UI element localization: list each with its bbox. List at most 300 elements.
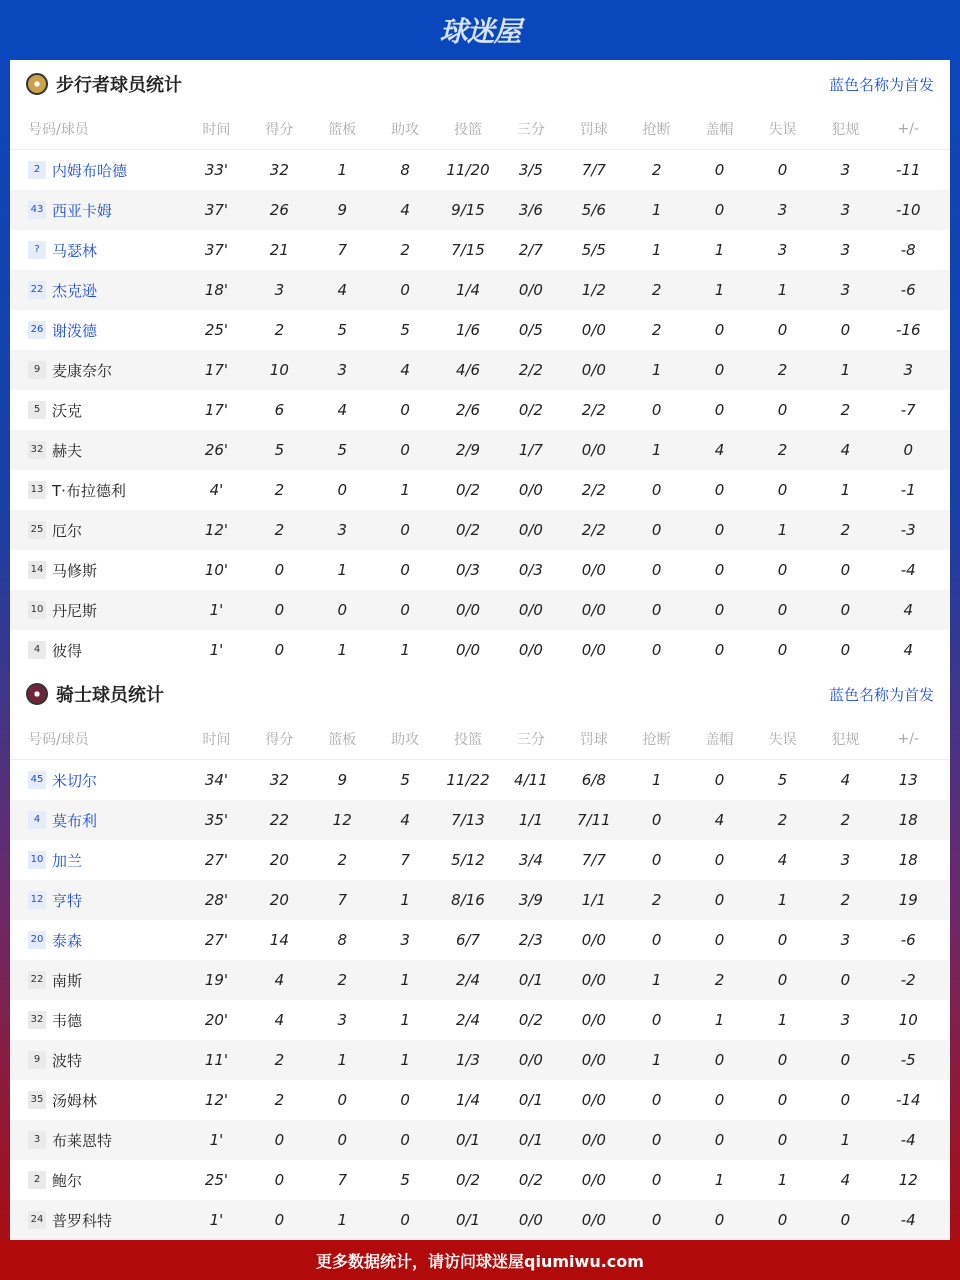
stat-cell: 0/0 [581, 321, 606, 339]
table-header [10, 718, 950, 760]
table-row[interactable] [10, 880, 950, 920]
column-header: 三分 [516, 731, 545, 748]
stat-cell: 25' [204, 321, 229, 339]
table-row[interactable] [10, 510, 950, 550]
stat-cell: -6 [900, 931, 916, 949]
player-name[interactable]: 彼得 [52, 641, 83, 660]
stat-cell: 0/0 [581, 1171, 606, 1189]
table-row[interactable] [10, 550, 950, 590]
column-header: 罚球 [579, 731, 608, 748]
table-row[interactable] [10, 1000, 950, 1040]
stat-cell: 1/3 [455, 1051, 481, 1069]
stat-cell: 0 [274, 561, 285, 579]
stat-cell: -11 [895, 161, 921, 179]
stat-cell: 34' [204, 771, 229, 789]
column-header: 盖帽 [705, 121, 734, 138]
stat-cell: 19 [898, 891, 918, 909]
player-name[interactable]: 内姆布哈德 [52, 161, 128, 180]
table-row[interactable] [10, 1080, 950, 1120]
stat-cell: -7 [900, 401, 916, 419]
player-name[interactable]: 赫夫 [52, 441, 83, 460]
stat-cell: 0 [274, 641, 285, 659]
jersey-number: 4 [28, 641, 46, 659]
stat-cell: 0 [840, 321, 851, 339]
column-header: 助攻 [391, 121, 420, 138]
table-row[interactable] [10, 630, 950, 670]
stat-cell: 2 [777, 811, 788, 829]
stat-cell: 0/0 [581, 441, 606, 459]
stat-cell: 2 [274, 321, 285, 339]
stat-cell: 1 [714, 281, 725, 299]
table-row[interactable] [10, 1040, 950, 1080]
table-row[interactable] [10, 390, 950, 430]
stat-cell: 0/0 [518, 1211, 543, 1229]
stat-cell: 11/20 [446, 161, 490, 179]
stat-cell: 2/4 [455, 971, 481, 989]
stat-cell: 2 [651, 161, 662, 179]
stat-cell: 37' [204, 201, 229, 219]
stat-cell: 2/2 [581, 401, 606, 419]
stat-cell: 3 [903, 361, 914, 379]
stat-cell: 18 [898, 851, 918, 869]
stat-cell: 4/11 [514, 771, 548, 789]
stat-cell: 0 [714, 1091, 725, 1109]
stat-cell: 2 [840, 521, 851, 539]
player-name[interactable]: 丹尼斯 [52, 601, 98, 620]
stat-cell: 3 [840, 161, 851, 179]
stat-cell: 0 [714, 1211, 725, 1229]
stat-cell: 0 [651, 481, 662, 499]
column-header: +/- [897, 730, 919, 747]
stat-cell: 4 [400, 201, 410, 219]
stat-cell: 0/0 [581, 1211, 606, 1229]
jersey-number: 10 [28, 851, 46, 869]
stat-cell: 0/0 [581, 361, 606, 379]
stat-cell: 27' [204, 851, 229, 869]
stat-cell: 1 [651, 971, 662, 989]
table-row[interactable] [10, 350, 950, 390]
stat-cell: 1 [337, 161, 347, 179]
column-header: 犯规 [831, 731, 860, 748]
player-name[interactable]: 西亚卡姆 [52, 201, 113, 220]
stat-cell: 0 [337, 1091, 347, 1109]
player-name[interactable]: 马瑟林 [52, 241, 98, 260]
stat-cell: 0 [777, 481, 788, 499]
stat-cell: 0 [777, 1211, 788, 1229]
jersey-number: 2 [28, 161, 46, 179]
stat-cell: -2 [900, 971, 916, 989]
stat-cell: 0 [840, 971, 851, 989]
stat-cell: 1 [337, 1051, 347, 1069]
stat-cell: 0/2 [455, 481, 481, 499]
stat-cell: 1' [209, 601, 224, 619]
stat-cell: 0 [714, 161, 725, 179]
table-row[interactable] [10, 1120, 950, 1160]
stat-cell: 3/4 [518, 851, 543, 869]
stat-cell: -5 [900, 1051, 916, 1069]
stat-cell: 2 [337, 971, 347, 989]
player-name[interactable]: 亨特 [52, 891, 83, 910]
stat-cell: 2/9 [455, 441, 481, 459]
stat-cell: 0 [651, 521, 662, 539]
table-row[interactable] [10, 270, 950, 310]
jersey-number: 32 [28, 441, 46, 459]
table-row[interactable] [10, 840, 950, 880]
jersey-number: 24 [28, 1211, 46, 1229]
section-header [10, 60, 950, 108]
stat-cell: 13 [898, 771, 918, 789]
stat-cell: 0 [337, 601, 347, 619]
stat-cell: 4 [714, 441, 725, 459]
table-row[interactable] [10, 960, 950, 1000]
stat-cell: 2/7 [518, 241, 543, 259]
stat-cell: 7/7 [581, 851, 606, 869]
stat-cell: 2/2 [581, 481, 606, 499]
stat-cell: 11/22 [446, 771, 490, 789]
stat-cell: 0 [400, 521, 410, 539]
table-header [10, 108, 950, 150]
stat-cell: 4 [400, 361, 410, 379]
stat-cell: 22 [269, 811, 289, 829]
stat-cell: 10' [204, 561, 229, 579]
jersey-number: 45 [28, 771, 46, 789]
player-name[interactable]: 谢泼德 [52, 321, 98, 340]
table-row[interactable] [10, 230, 950, 270]
stat-cell: 0 [777, 931, 788, 949]
stat-cell: 4' [209, 481, 224, 499]
stat-cell: 1 [651, 361, 662, 379]
stat-cell: 6/7 [455, 931, 481, 949]
stat-cell: 1 [777, 281, 788, 299]
stat-cell: 7 [400, 851, 410, 869]
stat-cell: 8 [337, 931, 347, 949]
stat-cell: 5 [400, 1171, 410, 1189]
starter-note: 蓝色名称为首发 [828, 75, 934, 94]
stat-cell: -3 [900, 521, 916, 539]
stat-cell: 0 [651, 1211, 662, 1229]
stat-cell: 0 [400, 441, 410, 459]
stat-cell: 2 [651, 281, 662, 299]
stat-cell: 32 [269, 771, 289, 789]
stat-cell: 1/1 [581, 891, 606, 909]
stat-cell: 2 [840, 891, 851, 909]
column-header: 罚球 [579, 121, 608, 138]
jersey-number: 25 [28, 521, 46, 539]
stat-cell: 0/2 [518, 1171, 543, 1189]
stat-cell: 0/2 [455, 521, 481, 539]
stat-cell: 1 [651, 201, 662, 219]
stat-cell: 2/4 [455, 1011, 481, 1029]
stat-cell: 10 [269, 361, 289, 379]
stat-cell: 26 [269, 201, 289, 219]
stat-cell: 0 [651, 851, 662, 869]
stat-cell: 17' [204, 361, 229, 379]
jersey-number: 2 [28, 1171, 46, 1189]
stat-cell: 12 [332, 811, 352, 829]
stat-cell: 1/7 [518, 441, 543, 459]
stat-cell: 7 [337, 891, 347, 909]
stat-cell: 1 [714, 1011, 725, 1029]
stat-cell: 6 [274, 401, 285, 419]
stat-cell: 3 [337, 1011, 347, 1029]
stat-cell: 5/12 [451, 851, 485, 869]
column-header: 时间 [202, 121, 231, 138]
stat-cell: 1 [400, 481, 410, 499]
stat-cell: 0/0 [581, 641, 606, 659]
stat-cell: 1' [209, 1131, 224, 1149]
pacers-logo-icon [26, 73, 48, 95]
stat-cell: 3/6 [518, 201, 543, 219]
jersey-number: 43 [28, 201, 46, 219]
stat-cell: 1 [337, 641, 347, 659]
player-name[interactable]: 加兰 [52, 851, 83, 870]
stat-cell: -1 [900, 481, 916, 499]
stat-cell: 0 [714, 771, 725, 789]
stat-cell: 0/1 [518, 971, 543, 989]
table-row[interactable] [10, 430, 950, 470]
table-row[interactable] [10, 760, 950, 800]
stat-cell: 5 [274, 441, 285, 459]
stat-cell: 0 [714, 1131, 725, 1149]
stat-cell: 0 [274, 1171, 285, 1189]
column-header: 失误 [768, 121, 797, 138]
stat-cell: 0 [777, 1091, 788, 1109]
stat-cell: 0/0 [518, 481, 543, 499]
jersey-number: 20 [28, 931, 46, 949]
table-row[interactable] [10, 190, 950, 230]
stat-cell: 20 [269, 891, 289, 909]
stat-cell: 25' [204, 1171, 229, 1189]
stat-cell: 0 [651, 1131, 662, 1149]
stat-cell: 0 [651, 931, 662, 949]
stat-cell: 0/3 [455, 561, 481, 579]
jersey-number: 13 [28, 481, 46, 499]
column-header: 犯规 [831, 121, 860, 138]
stat-cell: -8 [900, 241, 916, 259]
jersey-number: 10 [28, 601, 46, 619]
stat-cell: 7/15 [451, 241, 485, 259]
stat-cell: 10 [898, 1011, 918, 1029]
stat-cell: 0 [274, 1211, 285, 1229]
table-row[interactable] [10, 310, 950, 350]
jersey-number: 32 [28, 1011, 46, 1029]
stat-cell: 0 [714, 931, 725, 949]
player-name[interactable]: 鲍尔 [52, 1171, 83, 1190]
column-header: 失误 [768, 731, 797, 748]
stat-cell: 2 [714, 971, 725, 989]
stat-cell: 0 [651, 401, 662, 419]
stat-cell: -10 [895, 201, 921, 219]
stat-cell: 0 [840, 601, 851, 619]
column-header: 篮板 [328, 121, 357, 138]
stat-cell: 1 [840, 481, 851, 499]
stat-cell: 26' [204, 441, 229, 459]
stat-cell: 0 [714, 321, 725, 339]
stat-cell: 0 [840, 1051, 851, 1069]
stat-cell: 1/1 [518, 811, 543, 829]
stat-cell: 2 [400, 241, 410, 259]
player-name[interactable]: 厄尔 [52, 521, 83, 540]
table-row[interactable] [10, 470, 950, 510]
jersey-number: 9 [28, 361, 46, 379]
footer-banner[interactable]: 更多数据统计，请访问球迷屋qiumiwu.com [0, 1240, 960, 1280]
player-name[interactable]: 布莱恩特 [52, 1131, 113, 1150]
cavaliers-logo-icon [26, 683, 48, 705]
stat-cell: 0/1 [455, 1131, 481, 1149]
stat-cell: 33' [204, 161, 229, 179]
stat-cell: 1/4 [455, 281, 481, 299]
stat-cell: 0 [337, 481, 347, 499]
stat-cell: 0 [651, 601, 662, 619]
column-header: 时间 [202, 731, 231, 748]
stat-cell: 1 [714, 1171, 725, 1189]
stat-cell: 7/13 [451, 811, 485, 829]
stat-cell: 0 [777, 1131, 788, 1149]
stat-cell: 1 [337, 1211, 347, 1229]
stat-cell: 4/6 [455, 361, 481, 379]
jersey-number: 14 [28, 561, 46, 579]
stat-cell: 9/15 [451, 201, 485, 219]
stat-cell: 18' [204, 281, 229, 299]
player-name[interactable]: 莫布利 [52, 811, 98, 830]
stat-cell: 0 [651, 1091, 662, 1109]
stat-cell: 0 [777, 401, 788, 419]
table-row[interactable] [10, 150, 950, 190]
table-row[interactable] [10, 920, 950, 960]
stat-cell: 3 [777, 241, 788, 259]
stat-cell: 0 [840, 1091, 851, 1109]
stat-cell: 0/2 [518, 1011, 543, 1029]
stat-cell: -14 [895, 1091, 921, 1109]
stat-cell: 5 [400, 321, 410, 339]
stat-cell: -6 [900, 281, 916, 299]
stat-cell: 0 [651, 561, 662, 579]
stat-cell: 0 [651, 641, 662, 659]
stat-cell: 0 [777, 971, 788, 989]
stat-cell: 0 [400, 1131, 410, 1149]
jersey-number: 22 [28, 971, 46, 989]
stat-cell: 1/2 [581, 281, 606, 299]
stat-cell: 2/3 [518, 931, 543, 949]
stat-cell: 0/0 [518, 1051, 543, 1069]
column-header: 三分 [516, 121, 545, 138]
stat-cell: 12' [204, 521, 229, 539]
stat-cell: 2 [337, 851, 347, 869]
stat-cell: 0/0 [581, 931, 606, 949]
stat-cell: 20' [204, 1011, 229, 1029]
player-name[interactable]: 米切尔 [52, 771, 98, 790]
section-title: 骑士球员统计 [56, 685, 164, 706]
stat-cell: 4 [840, 771, 851, 789]
stat-cell: 5 [400, 771, 410, 789]
stat-cell: 4 [840, 441, 851, 459]
column-header: +/- [897, 120, 919, 137]
stat-cell: 3 [337, 521, 347, 539]
stat-cell: 0 [714, 481, 725, 499]
stat-cell: 3 [840, 201, 851, 219]
stat-cell: 0/0 [518, 521, 543, 539]
stat-cell: 0 [714, 1051, 725, 1069]
player-name[interactable]: 韦德 [52, 1011, 83, 1030]
player-name[interactable]: 汤姆林 [52, 1091, 98, 1110]
stat-cell: 0/0 [581, 1131, 606, 1149]
stats-card [10, 60, 950, 1240]
table-row[interactable] [10, 800, 950, 840]
stat-cell: 7/7 [581, 161, 606, 179]
player-name[interactable]: T·布拉德利 [52, 481, 126, 500]
stat-cell: 4 [337, 401, 347, 419]
stat-cell: 28' [204, 891, 229, 909]
stat-cell: 0 [400, 1211, 410, 1229]
column-header: 助攻 [391, 731, 420, 748]
stat-cell: 11' [204, 1051, 229, 1069]
stat-cell: 1' [209, 641, 224, 659]
stat-cell: 5/5 [581, 241, 606, 259]
player-name[interactable]: 南斯 [52, 971, 83, 990]
stat-cell: 4 [337, 281, 347, 299]
stat-cell: 0/2 [518, 401, 543, 419]
stat-cell: 0 [714, 891, 725, 909]
table-row[interactable] [10, 590, 950, 630]
stat-cell: 0 [400, 401, 410, 419]
player-name[interactable]: 沃克 [52, 401, 83, 420]
stat-cell: 0/0 [518, 281, 543, 299]
stat-cell: 9 [337, 771, 347, 789]
player-name[interactable]: 马修斯 [52, 561, 98, 580]
stat-cell: 4 [400, 811, 410, 829]
stat-cell: 0 [337, 1131, 347, 1149]
stat-cell: 0/3 [518, 561, 543, 579]
column-header: 投篮 [454, 731, 482, 748]
stat-cell: 32 [269, 161, 289, 179]
stat-cell: 7 [337, 241, 347, 259]
stat-cell: 0 [714, 561, 725, 579]
stat-cell: 1 [400, 891, 410, 909]
stat-cell: 0 [840, 561, 851, 579]
column-header: 得分 [265, 731, 294, 748]
stat-cell: 0 [714, 201, 725, 219]
player-name[interactable]: 杰克逊 [52, 281, 98, 300]
player-name[interactable]: 波特 [52, 1051, 83, 1070]
jersey-number: 5 [28, 401, 46, 419]
stat-cell: 1 [651, 441, 662, 459]
stat-cell: 4 [840, 1171, 851, 1189]
stat-cell: 8/16 [451, 891, 485, 909]
player-name[interactable]: 麦康奈尔 [52, 361, 113, 380]
stat-cell: 0 [777, 561, 788, 579]
stat-cell: 2 [274, 521, 285, 539]
stat-cell: 18 [898, 811, 918, 829]
stat-cell: 1 [651, 241, 662, 259]
table-row[interactable] [10, 1160, 950, 1200]
stat-cell: 0/1 [518, 1091, 543, 1109]
stat-cell: 9 [337, 201, 347, 219]
stat-cell: 14 [269, 931, 289, 949]
jersey-number: 9 [28, 1051, 46, 1069]
player-name[interactable]: 泰森 [52, 931, 83, 950]
stat-cell: 1' [209, 1211, 224, 1229]
player-name[interactable]: 普罗科特 [52, 1211, 113, 1230]
stat-cell: 2/6 [455, 401, 481, 419]
stat-cell: 5/6 [581, 201, 606, 219]
stat-cell: 0 [714, 851, 725, 869]
table-row[interactable] [10, 1200, 950, 1240]
column-header: 号码/球员 [28, 731, 89, 748]
stat-cell: 3 [337, 361, 347, 379]
column-header: 篮板 [328, 731, 357, 748]
jersey-number: 26 [28, 321, 46, 339]
stat-cell: 4 [274, 971, 285, 989]
